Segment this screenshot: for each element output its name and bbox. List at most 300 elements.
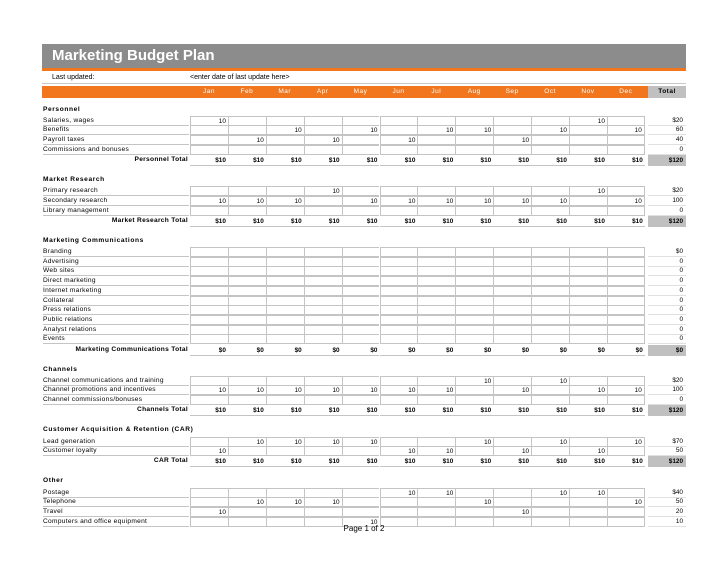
budget-cell[interactable] [304, 296, 342, 306]
budget-cell[interactable] [417, 266, 455, 276]
budget-cell[interactable]: 10 [190, 507, 228, 517]
budget-cell[interactable] [380, 296, 418, 306]
budget-cell[interactable] [304, 125, 342, 135]
budget-cell[interactable] [417, 116, 455, 126]
budget-cell[interactable] [531, 286, 569, 296]
budget-cell[interactable] [417, 305, 455, 315]
budget-cell[interactable] [569, 437, 607, 447]
budget-cell[interactable] [228, 315, 266, 325]
budget-cell[interactable] [190, 145, 228, 155]
budget-cell[interactable] [417, 257, 455, 267]
budget-cell[interactable] [531, 334, 569, 344]
budget-cell[interactable] [493, 257, 531, 267]
budget-cell[interactable] [380, 507, 418, 517]
budget-cell[interactable] [228, 266, 266, 276]
budget-cell[interactable] [266, 206, 304, 216]
budget-cell[interactable] [304, 145, 342, 155]
budget-cell[interactable] [417, 376, 455, 386]
budget-cell[interactable]: 10 [607, 497, 645, 507]
budget-cell[interactable] [569, 266, 607, 276]
budget-cell[interactable] [531, 206, 569, 216]
budget-cell[interactable] [342, 376, 380, 386]
budget-cell[interactable] [228, 488, 266, 498]
budget-cell[interactable]: 10 [493, 135, 531, 145]
budget-cell[interactable] [417, 135, 455, 145]
budget-cell[interactable] [569, 305, 607, 315]
budget-cell[interactable]: 10 [342, 125, 380, 135]
budget-cell[interactable]: 10 [304, 437, 342, 447]
budget-cell[interactable] [190, 305, 228, 315]
budget-cell[interactable] [342, 266, 380, 276]
budget-cell[interactable] [493, 286, 531, 296]
budget-cell[interactable] [190, 257, 228, 267]
budget-cell[interactable] [493, 376, 531, 386]
budget-cell[interactable] [266, 296, 304, 306]
budget-cell[interactable] [455, 276, 493, 286]
budget-cell[interactable]: 10 [455, 125, 493, 135]
budget-cell[interactable] [190, 286, 228, 296]
budget-cell[interactable] [569, 296, 607, 306]
budget-cell[interactable] [380, 116, 418, 126]
budget-cell[interactable] [417, 145, 455, 155]
budget-cell[interactable] [493, 186, 531, 196]
budget-cell[interactable]: 10 [455, 437, 493, 447]
budget-cell[interactable]: 10 [417, 446, 455, 456]
budget-cell[interactable] [607, 325, 645, 335]
budget-cell[interactable] [266, 145, 304, 155]
budget-cell[interactable] [531, 296, 569, 306]
budget-cell[interactable] [190, 206, 228, 216]
budget-cell[interactable] [607, 276, 645, 286]
budget-cell[interactable] [531, 385, 569, 395]
budget-cell[interactable] [455, 296, 493, 306]
budget-cell[interactable] [417, 186, 455, 196]
budget-cell[interactable]: 10 [342, 385, 380, 395]
budget-cell[interactable] [417, 276, 455, 286]
budget-cell[interactable] [531, 325, 569, 335]
budget-cell[interactable] [455, 488, 493, 498]
budget-cell[interactable] [342, 315, 380, 325]
budget-cell[interactable] [380, 315, 418, 325]
budget-cell[interactable]: 10 [190, 196, 228, 206]
budget-cell[interactable]: 10 [607, 125, 645, 135]
budget-cell[interactable] [266, 116, 304, 126]
budget-cell[interactable] [342, 325, 380, 335]
budget-cell[interactable] [228, 276, 266, 286]
budget-cell[interactable] [266, 257, 304, 267]
budget-cell[interactable] [569, 286, 607, 296]
budget-cell[interactable]: 10 [266, 497, 304, 507]
budget-cell[interactable] [304, 446, 342, 456]
budget-cell[interactable] [455, 446, 493, 456]
budget-cell[interactable]: 10 [304, 497, 342, 507]
budget-cell[interactable] [228, 125, 266, 135]
budget-cell[interactable] [342, 135, 380, 145]
budget-cell[interactable] [342, 497, 380, 507]
budget-cell[interactable]: 10 [228, 497, 266, 507]
budget-cell[interactable] [455, 315, 493, 325]
budget-cell[interactable] [531, 276, 569, 286]
budget-cell[interactable] [266, 305, 304, 315]
budget-cell[interactable]: 10 [342, 517, 380, 527]
budget-cell[interactable] [190, 437, 228, 447]
budget-cell[interactable] [493, 497, 531, 507]
budget-cell[interactable] [455, 266, 493, 276]
budget-cell[interactable] [493, 247, 531, 257]
budget-cell[interactable] [417, 437, 455, 447]
budget-cell[interactable] [493, 437, 531, 447]
budget-cell[interactable] [380, 186, 418, 196]
budget-cell[interactable] [455, 145, 493, 155]
budget-cell[interactable] [342, 276, 380, 286]
budget-cell[interactable] [569, 376, 607, 386]
budget-cell[interactable] [493, 305, 531, 315]
budget-cell[interactable] [304, 257, 342, 267]
budget-cell[interactable]: 10 [569, 385, 607, 395]
budget-cell[interactable] [342, 247, 380, 257]
budget-cell[interactable]: 10 [190, 446, 228, 456]
budget-cell[interactable]: 10 [228, 385, 266, 395]
budget-cell[interactable] [190, 266, 228, 276]
budget-cell[interactable] [455, 186, 493, 196]
budget-cell[interactable] [569, 276, 607, 286]
budget-cell[interactable]: 10 [417, 488, 455, 498]
budget-cell[interactable] [455, 247, 493, 257]
budget-cell[interactable] [190, 395, 228, 405]
budget-cell[interactable] [607, 186, 645, 196]
budget-cell[interactable] [607, 334, 645, 344]
budget-cell[interactable] [569, 247, 607, 257]
budget-cell[interactable] [228, 296, 266, 306]
budget-cell[interactable]: 10 [380, 385, 418, 395]
budget-cell[interactable]: 10 [607, 385, 645, 395]
budget-cell[interactable] [342, 446, 380, 456]
budget-cell[interactable] [531, 507, 569, 517]
budget-cell[interactable] [417, 334, 455, 344]
budget-cell[interactable] [493, 116, 531, 126]
budget-cell[interactable]: 10 [607, 196, 645, 206]
budget-cell[interactable] [531, 446, 569, 456]
budget-cell[interactable] [569, 196, 607, 206]
budget-cell[interactable] [342, 286, 380, 296]
budget-cell[interactable] [190, 247, 228, 257]
budget-cell[interactable] [342, 507, 380, 517]
budget-cell[interactable] [569, 507, 607, 517]
budget-cell[interactable] [266, 507, 304, 517]
budget-cell[interactable] [228, 186, 266, 196]
budget-cell[interactable] [190, 334, 228, 344]
budget-cell[interactable] [493, 125, 531, 135]
budget-cell[interactable] [493, 206, 531, 216]
budget-cell[interactable] [304, 247, 342, 257]
budget-cell[interactable]: 10 [569, 186, 607, 196]
budget-cell[interactable] [228, 145, 266, 155]
budget-cell[interactable]: 10 [266, 125, 304, 135]
budget-cell[interactable] [266, 376, 304, 386]
budget-cell[interactable] [493, 315, 531, 325]
budget-cell[interactable]: 10 [380, 488, 418, 498]
budget-cell[interactable] [569, 257, 607, 267]
budget-cell[interactable]: 10 [228, 135, 266, 145]
budget-cell[interactable] [304, 376, 342, 386]
budget-cell[interactable] [228, 446, 266, 456]
budget-cell[interactable] [569, 497, 607, 507]
budget-cell[interactable] [455, 385, 493, 395]
budget-cell[interactable] [266, 186, 304, 196]
budget-cell[interactable] [569, 395, 607, 405]
budget-cell[interactable]: 10 [266, 196, 304, 206]
budget-cell[interactable] [304, 315, 342, 325]
budget-cell[interactable] [417, 296, 455, 306]
budget-cell[interactable] [190, 296, 228, 306]
budget-cell[interactable]: 10 [304, 135, 342, 145]
budget-cell[interactable] [304, 488, 342, 498]
budget-cell[interactable] [380, 266, 418, 276]
budget-cell[interactable] [228, 507, 266, 517]
budget-cell[interactable] [531, 145, 569, 155]
budget-cell[interactable] [531, 315, 569, 325]
budget-cell[interactable] [380, 257, 418, 267]
budget-cell[interactable]: 10 [417, 196, 455, 206]
budget-cell[interactable]: 10 [228, 437, 266, 447]
budget-cell[interactable] [417, 247, 455, 257]
budget-cell[interactable] [342, 145, 380, 155]
budget-cell[interactable] [190, 497, 228, 507]
budget-cell[interactable]: 10 [569, 446, 607, 456]
budget-cell[interactable] [228, 286, 266, 296]
budget-cell[interactable] [266, 488, 304, 498]
budget-cell[interactable] [531, 266, 569, 276]
budget-cell[interactable] [455, 135, 493, 145]
budget-cell[interactable]: 10 [455, 376, 493, 386]
budget-cell[interactable] [228, 376, 266, 386]
budget-cell[interactable] [380, 247, 418, 257]
budget-cell[interactable] [455, 395, 493, 405]
budget-cell[interactable]: 10 [380, 196, 418, 206]
budget-cell[interactable] [493, 145, 531, 155]
budget-cell[interactable] [190, 315, 228, 325]
budget-cell[interactable] [266, 266, 304, 276]
budget-cell[interactable] [607, 286, 645, 296]
budget-cell[interactable] [607, 257, 645, 267]
budget-cell[interactable] [266, 276, 304, 286]
budget-cell[interactable] [455, 507, 493, 517]
budget-cell[interactable] [455, 305, 493, 315]
budget-cell[interactable] [228, 305, 266, 315]
budget-cell[interactable]: 10 [569, 488, 607, 498]
budget-cell[interactable] [569, 334, 607, 344]
budget-cell[interactable] [417, 395, 455, 405]
budget-cell[interactable] [569, 125, 607, 135]
budget-cell[interactable] [569, 145, 607, 155]
budget-cell[interactable] [304, 266, 342, 276]
budget-cell[interactable] [266, 395, 304, 405]
budget-cell[interactable] [607, 395, 645, 405]
budget-cell[interactable] [266, 286, 304, 296]
budget-cell[interactable]: 10 [304, 186, 342, 196]
budget-cell[interactable]: 10 [493, 507, 531, 517]
budget-cell[interactable] [493, 266, 531, 276]
budget-cell[interactable] [304, 286, 342, 296]
budget-cell[interactable] [342, 334, 380, 344]
budget-cell[interactable] [304, 196, 342, 206]
budget-cell[interactable]: 10 [380, 135, 418, 145]
budget-cell[interactable] [266, 135, 304, 145]
budget-cell[interactable] [493, 296, 531, 306]
budget-cell[interactable] [493, 395, 531, 405]
budget-cell[interactable]: 10 [531, 437, 569, 447]
budget-cell[interactable] [531, 186, 569, 196]
budget-cell[interactable] [607, 305, 645, 315]
budget-cell[interactable] [531, 135, 569, 145]
budget-cell[interactable] [607, 315, 645, 325]
budget-cell[interactable] [531, 305, 569, 315]
budget-cell[interactable] [304, 305, 342, 315]
budget-cell[interactable] [228, 116, 266, 126]
budget-cell[interactable]: 10 [569, 116, 607, 126]
budget-cell[interactable] [455, 257, 493, 267]
budget-cell[interactable] [569, 206, 607, 216]
budget-cell[interactable] [531, 116, 569, 126]
budget-cell[interactable]: 10 [342, 196, 380, 206]
budget-cell[interactable] [607, 145, 645, 155]
budget-cell[interactable] [228, 206, 266, 216]
budget-cell[interactable] [569, 315, 607, 325]
budget-cell[interactable]: 10 [607, 437, 645, 447]
budget-cell[interactable] [380, 305, 418, 315]
budget-cell[interactable] [531, 247, 569, 257]
budget-cell[interactable] [266, 446, 304, 456]
budget-cell[interactable] [493, 488, 531, 498]
budget-cell[interactable] [304, 116, 342, 126]
budget-cell[interactable] [304, 395, 342, 405]
budget-cell[interactable] [380, 395, 418, 405]
budget-cell[interactable] [531, 257, 569, 267]
budget-cell[interactable] [266, 325, 304, 335]
budget-cell[interactable] [531, 497, 569, 507]
budget-cell[interactable] [417, 497, 455, 507]
budget-cell[interactable]: 10 [228, 196, 266, 206]
budget-cell[interactable] [190, 125, 228, 135]
budget-cell[interactable] [266, 334, 304, 344]
budget-cell[interactable]: 10 [531, 125, 569, 135]
budget-cell[interactable] [380, 325, 418, 335]
budget-cell[interactable] [304, 206, 342, 216]
budget-cell[interactable] [342, 296, 380, 306]
budget-cell[interactable] [607, 247, 645, 257]
budget-cell[interactable] [380, 286, 418, 296]
budget-cell[interactable]: 10 [266, 437, 304, 447]
budget-cell[interactable]: 10 [417, 385, 455, 395]
budget-cell[interactable] [455, 286, 493, 296]
budget-cell[interactable] [455, 325, 493, 335]
budget-cell[interactable] [304, 334, 342, 344]
budget-cell[interactable] [493, 325, 531, 335]
budget-cell[interactable] [607, 376, 645, 386]
budget-cell[interactable] [342, 395, 380, 405]
budget-cell[interactable]: 10 [342, 437, 380, 447]
budget-cell[interactable]: 10 [266, 385, 304, 395]
budget-cell[interactable]: 10 [190, 385, 228, 395]
budget-cell[interactable] [380, 376, 418, 386]
budget-cell[interactable] [342, 488, 380, 498]
budget-cell[interactable]: 10 [531, 196, 569, 206]
budget-cell[interactable] [190, 186, 228, 196]
last-updated-value[interactable]: <enter date of last update here> [190, 74, 290, 81]
budget-cell[interactable] [342, 257, 380, 267]
budget-cell[interactable] [417, 206, 455, 216]
budget-cell[interactable] [380, 437, 418, 447]
budget-cell[interactable] [607, 488, 645, 498]
budget-cell[interactable]: 10 [380, 446, 418, 456]
budget-cell[interactable] [380, 276, 418, 286]
budget-cell[interactable] [190, 376, 228, 386]
budget-cell[interactable] [380, 206, 418, 216]
budget-cell[interactable]: 10 [455, 196, 493, 206]
budget-cell[interactable] [266, 315, 304, 325]
budget-cell[interactable] [190, 488, 228, 498]
budget-cell[interactable] [228, 334, 266, 344]
budget-cell[interactable] [417, 286, 455, 296]
budget-cell[interactable] [417, 507, 455, 517]
budget-cell[interactable] [228, 325, 266, 335]
budget-cell[interactable]: 10 [531, 376, 569, 386]
budget-cell[interactable] [342, 206, 380, 216]
budget-cell[interactable] [417, 315, 455, 325]
budget-cell[interactable]: 10 [190, 116, 228, 126]
budget-cell[interactable] [417, 325, 455, 335]
budget-cell[interactable] [190, 135, 228, 145]
budget-cell[interactable] [190, 325, 228, 335]
budget-cell[interactable] [569, 135, 607, 145]
budget-cell[interactable]: 10 [493, 446, 531, 456]
budget-cell[interactable]: 10 [455, 497, 493, 507]
budget-cell[interactable] [607, 116, 645, 126]
budget-cell[interactable] [531, 395, 569, 405]
budget-cell[interactable] [304, 325, 342, 335]
budget-cell[interactable] [342, 186, 380, 196]
budget-cell[interactable] [607, 446, 645, 456]
budget-cell[interactable] [607, 135, 645, 145]
budget-cell[interactable] [380, 145, 418, 155]
budget-cell[interactable] [304, 276, 342, 286]
budget-cell[interactable] [342, 305, 380, 315]
budget-cell[interactable] [455, 334, 493, 344]
budget-cell[interactable] [228, 247, 266, 257]
budget-cell[interactable] [569, 325, 607, 335]
budget-cell[interactable] [607, 206, 645, 216]
budget-cell[interactable] [607, 296, 645, 306]
budget-cell[interactable] [380, 497, 418, 507]
budget-cell[interactable] [190, 276, 228, 286]
budget-cell[interactable]: 10 [493, 196, 531, 206]
budget-cell[interactable] [493, 334, 531, 344]
budget-cell[interactable]: 10 [493, 385, 531, 395]
budget-cell[interactable] [607, 507, 645, 517]
budget-cell[interactable] [228, 395, 266, 405]
budget-cell[interactable] [228, 257, 266, 267]
budget-cell[interactable] [266, 247, 304, 257]
budget-cell[interactable] [380, 334, 418, 344]
budget-cell[interactable] [342, 116, 380, 126]
budget-cell[interactable]: 10 [417, 125, 455, 135]
budget-cell[interactable]: 10 [531, 488, 569, 498]
budget-cell[interactable] [304, 507, 342, 517]
budget-cell[interactable] [493, 276, 531, 286]
budget-cell[interactable] [380, 125, 418, 135]
budget-cell[interactable] [455, 116, 493, 126]
budget-cell[interactable] [455, 206, 493, 216]
